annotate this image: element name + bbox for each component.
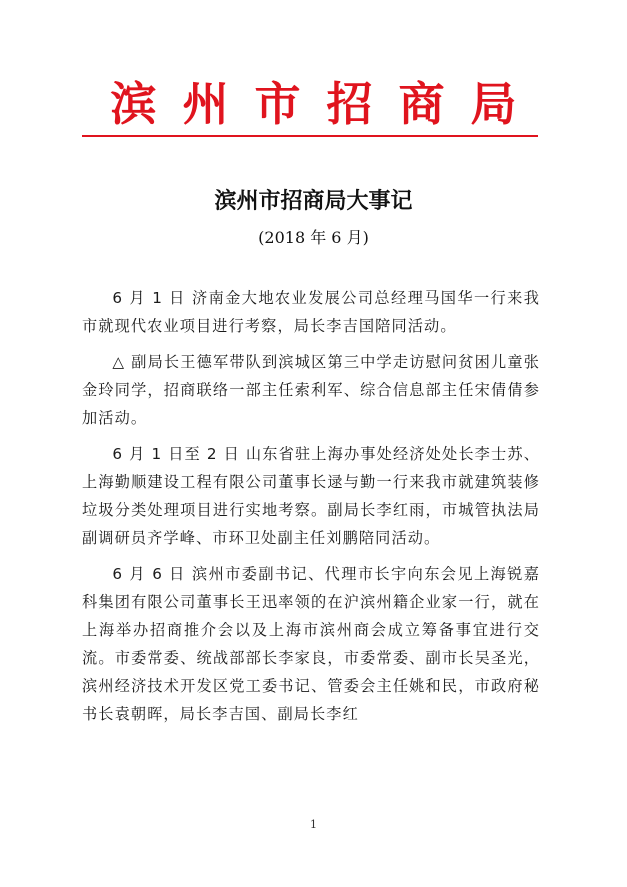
paragraph: 6 月 6 日 滨州市委副书记、代理市长宇向东会见上海锐嘉科集团有限公司董事长王迅率领的在沪滨州籍企业家一行，就在上海举办招商推介会以及上海市滨州商会成立筹备事宜进行交流。市委常委、统战部部长李家良，市委常委、副市长吴圣光，滨州经济技术开发区党工委书记、管委会主任姚和民，市政府秘书长袁朝晖，局长李吉国、副局长李红: [82, 565, 540, 723]
paragraph: △ 副局长王德军带队到滨城区第三中学走访慰问贫困儿童张金玲同学，招商联络一部主任索利军、综合信息部主任宋倩倩参加活动。: [82, 353, 540, 427]
masthead-title: 滨州市招商局: [110, 77, 543, 131]
paragraph: 6 月 1 日至 2 日 山东省驻上海办事处经济处处长李士苏、上海勤顺建设工程有限公司董事长逯与勤一行来我市就建筑装修垃圾分类处理项目进行实地考察。副局长李红雨，市城管执法局副调研员齐学峰、市环卫处副主任刘鹏陪同活动。: [82, 445, 540, 547]
document-date: (2018 年 6 月): [258, 228, 369, 247]
document-title: 滨州市招商局大事记: [214, 188, 413, 214]
masthead-divider: [82, 135, 538, 137]
document-body: [82, 284, 540, 736]
paragraph: 6 月 1 日 济南金大地农业发展公司总经理马国华一行来我市就现代农业项目进行考察，局长李吉国陪同活动。: [82, 289, 540, 335]
page-number: 1: [310, 818, 317, 831]
